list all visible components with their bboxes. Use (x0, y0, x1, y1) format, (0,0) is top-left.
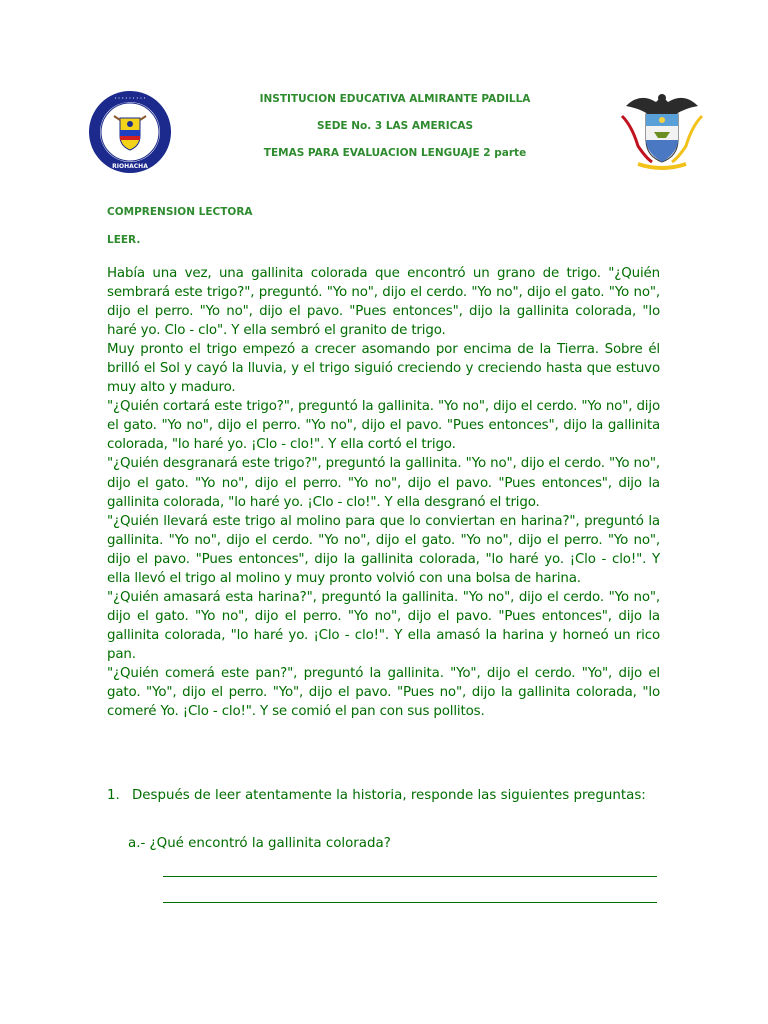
story-paragraph: "¿Quién amasará esta harina?", preguntó la gallinita. "Yo no", dijo el cerdo. "Yo no", dijo el gato. "Yo no", dijo el perro. "Yo no", dijo el pavo. "Pues entonces", dijo la gallinita colorada, "lo haré yo. ¡Clo - clo!". Y ella amasó la harina y horneó un rico pan. (107, 589, 660, 662)
story-paragraph: "¿Quién llevará este trigo al molino para que lo conviertan en harina?", preguntó la gallinita. "Yo no", dijo el cerdo. "Yo no", dijo el gato. "Yo no", dijo el perro. "Yo no", dijo el pavo. "Pues entonces", dijo la gallinita colorada, "lo haré yo. ¡Clo - clo!". Y ella llevó el trigo al molino y muy pronto volvió con una bolsa de harina. (107, 513, 660, 586)
colombia-coat-of-arms-icon (616, 86, 708, 170)
section-instruction: LEER. (107, 234, 141, 246)
story-paragraph: "¿Quién desgranará este trigo?", preguntó la gallinita. "Yo no", dijo el cerdo. "Yo no", dijo el gato. "Yo no", dijo el perro. "Yo no", dijo el pavo. "Pues entonces", dijo la gallinita colorada, "lo haré yo. ¡Clo - clo!". Y ella desgranó el trigo. (107, 456, 660, 510)
section-title: COMPRENSION LECTORA (107, 206, 253, 218)
school-crest-icon (88, 90, 172, 174)
question-number: 1. (107, 788, 120, 803)
question-a: a.- ¿Qué encontró la gallinita colorada? (128, 836, 391, 851)
story-paragraph: "¿Quién cortará este trigo?", preguntó la gallinita. "Yo no", dijo el cerdo. "Yo no", dijo el gato. "Yo no", dijo el perro. "Yo no", dijo el pavo. "Pues entonces", dijo la gallinita colorada, "lo haré yo. ¡Clo - clo!". Y ella cortó el trigo. (107, 399, 660, 453)
story-paragraph: Muy pronto el trigo empezó a crecer asomando por encima de la Tierra. Sobre él brilló el Sol y cayó la lluvia, y el trigo siguió creciendo y creciendo hasta que estuvo muy alto y maduro. (107, 342, 660, 396)
question-1 (107, 788, 687, 803)
story-text (107, 264, 660, 721)
answer-line[interactable] (163, 902, 657, 903)
story-paragraph: Había una vez, una gallinita colorada que encontró un grano de trigo. "¿Quién sembrará este trigo?", preguntó. "Yo no", dijo el cerdo. "Yo no", dijo el gato. "Yo no", dijo el perro. "Yo no", dijo el pavo. "Pues entonces", dijo la gallinita colorada, "lo haré yo. Clo - clo". Y ella sembró el granito de trigo. (107, 266, 660, 339)
crest-bottom-text: RIOHACHA (112, 163, 148, 170)
sede-name: SEDE No. 3 LAS AMERICAS (316, 120, 474, 132)
svg-text:· · · · · · · · ·: · · · · · · · · · (114, 96, 146, 102)
answer-line[interactable] (163, 876, 657, 877)
evaluation-subject: TEMAS PARA EVALUACION LENGUAJE 2 parte (263, 147, 527, 159)
institution-name: INSTITUCION EDUCATIVA ALMIRANTE PADILLA (259, 93, 531, 105)
question-1-text: Después de leer atentamente la historia, responde las siguientes preguntas: (132, 788, 646, 803)
story-paragraph: "¿Quién comerá este pan?", preguntó la gallinita. "Yo", dijo el cerdo. "Yo", dijo el gato. "Yo", dijo el perro. "Yo", dijo el pavo. "Pues no", dijo la gallinita colorada, "lo comeré Yo. ¡Clo - clo!". Y se comió el pan con sus pollitos. (107, 665, 660, 720)
